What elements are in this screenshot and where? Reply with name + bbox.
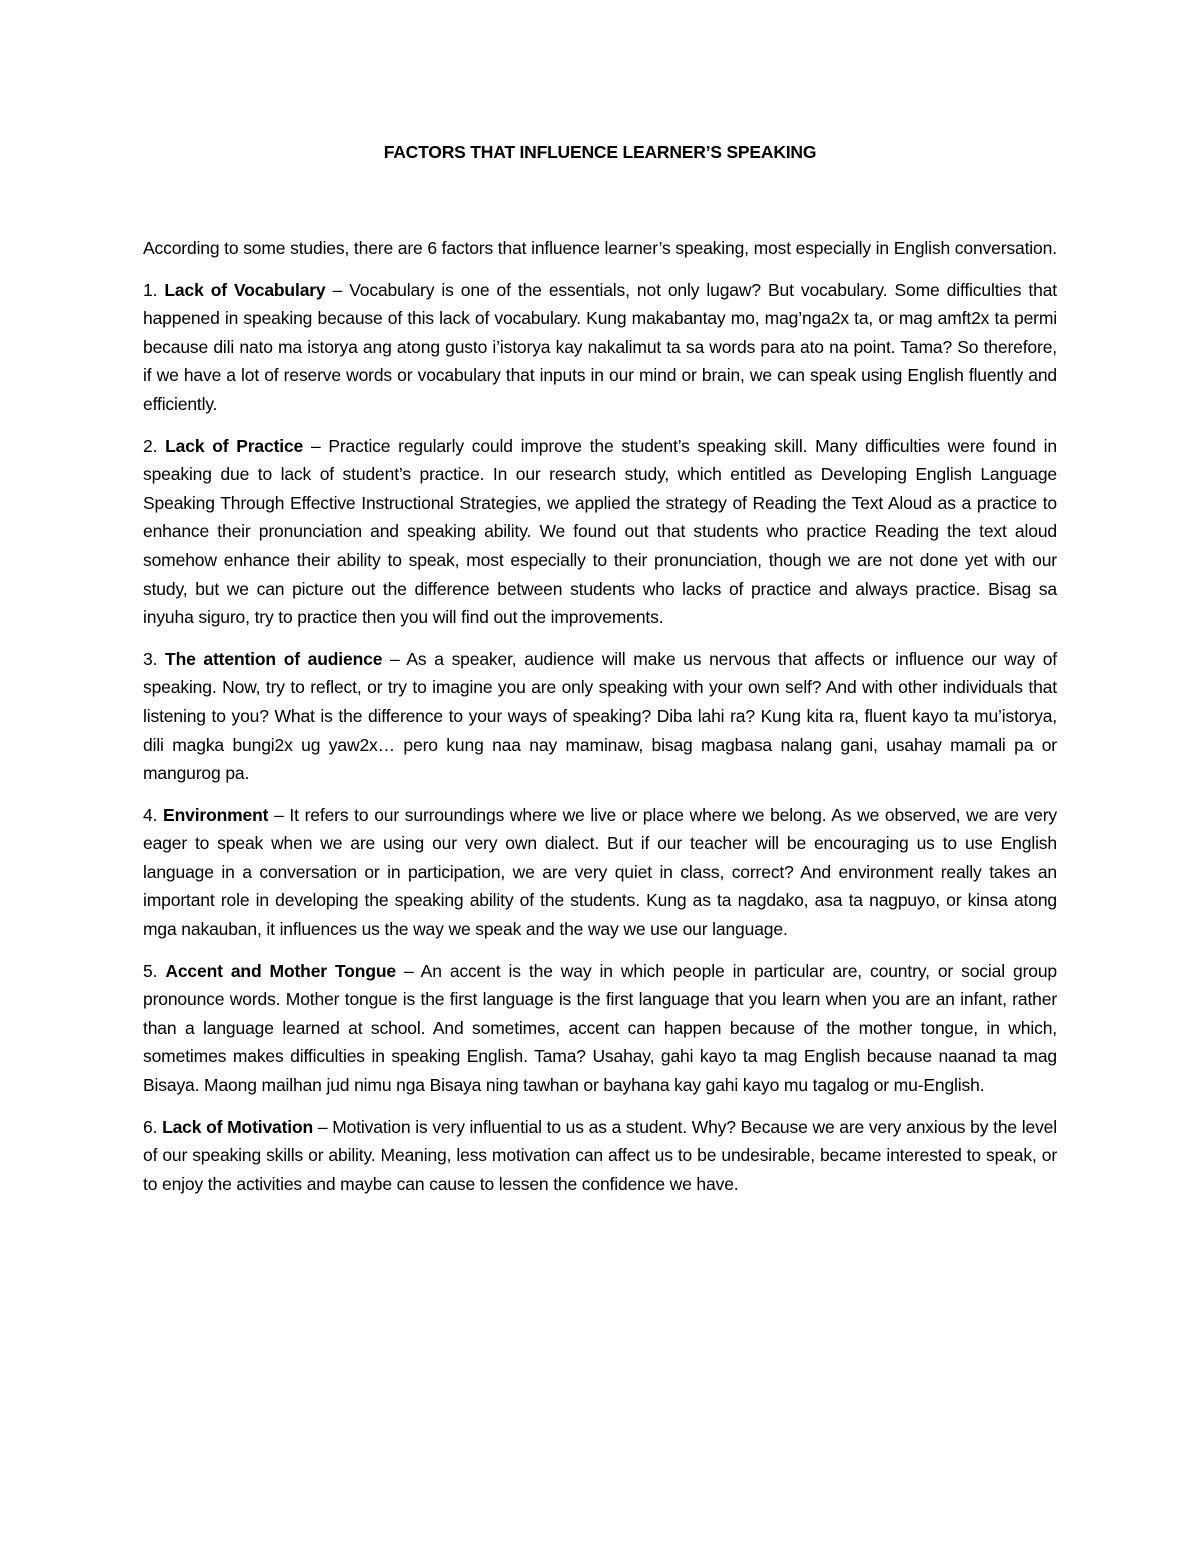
intro-paragraph: According to some studies, there are 6 factors that influence learner’s speaking, most especially in English conversation. bbox=[143, 238, 1057, 258]
factor-paragraph-6 bbox=[143, 1113, 1057, 1199]
factor-text: – Vocabulary is one of the essentials, not only lugaw? But vocabulary. Some difficulties that happened in speaking because of this lack of vocabulary. Kung makabantay mo, mag’nga2x ta, or mag amft2x ta permi because dili nato ma istorya ang atong gusto i’istorya kay nakalimut ta sa words para ato na point. Tama? So therefore, if we have a lot of reserve words or vocabulary that inputs in our mind or brain, we can speak using English fluently and efficiently. bbox=[143, 279, 1057, 414]
factor-term: Lack of Vocabulary bbox=[164, 279, 326, 300]
factor-text: – It refers to our surroundings where we live or place where we belong. As we observed, we are very eager to speak when we are using our very own dialect. But if our teacher will be encouraging us to use English language in a conversation or in participation, we are very quiet in class, correct? And environment really takes an important role in developing the speaking ability of the students. Kung as ta nagdako, asa ta nagpuyo, or kinsa atong mga nakauban, it influences us the way we speak and the way we use our language. bbox=[143, 804, 1057, 940]
factor-term: Environment bbox=[163, 804, 269, 825]
factor-term: The attention of audience bbox=[165, 648, 383, 669]
factor-number: 4. bbox=[143, 804, 158, 825]
factor-number: 1. bbox=[143, 279, 158, 300]
factor-number: 2. bbox=[143, 435, 158, 456]
factor-paragraph-2 bbox=[143, 432, 1057, 632]
factor-paragraph-1 bbox=[143, 276, 1057, 419]
factor-paragraph-4 bbox=[143, 801, 1057, 944]
factor-text: – Practice regularly could improve the student’s speaking skill. Many difficulties were found in speaking due to lack of student’s practice. In our research study, which entitled as Developing English Language Speaking Through Effective Instructional Strategies, we applied the strategy of Reading the Text Aloud as a practice to enhance their pronunciation and speaking ability. We found out that students who practice Reading the text aloud somehow enhance their ability to speak, most especially to their pronunciation, though we are not done yet with our study, but we can picture out the difference between students who lacks of practice and always practice. Bisag sa inyuha siguro, try to practice then you will find out the improvements. bbox=[143, 435, 1057, 628]
factor-text: – As a speaker, audience will make us nervous that affects or influence our way of speaking. Now, try to reflect, or try to imagine you are only speaking with your own self? And with other individuals that listening to you? What is the difference to your ways of speaking? Diba lahi ra? Kung kita ra, fluent kayo ta mu’istorya, dili magka bungi2x ug yaw2x… pero kung naa nay maminaw, bisag magbasa nalang gani, usahay mamali pa or mangurog pa. bbox=[143, 648, 1057, 784]
factor-number: 5. bbox=[143, 960, 158, 981]
document-title: FACTORS THAT INFLUENCE LEARNER’S SPEAKING bbox=[383, 142, 817, 162]
document-body bbox=[143, 138, 1057, 1211]
factor-text: – Motivation is very influential to us as a student. Why? Because we are very anxious by the level of our speaking skills or ability. Meaning, less motivation can affect us to be undesirable, became interested to speak, or to enjoy the activities and maybe can cause to lessen the confidence we have. bbox=[143, 1116, 1057, 1194]
factor-text: – An accent is the way in which people in particular are, country, or social group pronounce words. Mother tongue is the first language is the first language that you learn when you are an infant, rather than a language learned at school. And sometimes, accent can happen because of the mother tongue, in which, sometimes makes difficulties in speaking English. Tama? Usahay, gahi kayo ta mag English because naanad ta mag Bisaya. Maong mailhan jud nimu nga Bisaya ning tawhan or bayhana kay gahi kayo mu tagalog or mu-English. bbox=[143, 960, 1058, 1096]
factor-term: Lack of Motivation bbox=[162, 1116, 314, 1137]
factor-number: 6. bbox=[143, 1116, 158, 1137]
factor-term: Accent and Mother Tongue bbox=[165, 960, 396, 981]
factor-term: Lack of Practice bbox=[165, 435, 304, 456]
factor-number: 3. bbox=[143, 648, 158, 669]
factor-paragraph-3 bbox=[143, 645, 1057, 788]
factor-paragraph-5 bbox=[143, 957, 1057, 1100]
